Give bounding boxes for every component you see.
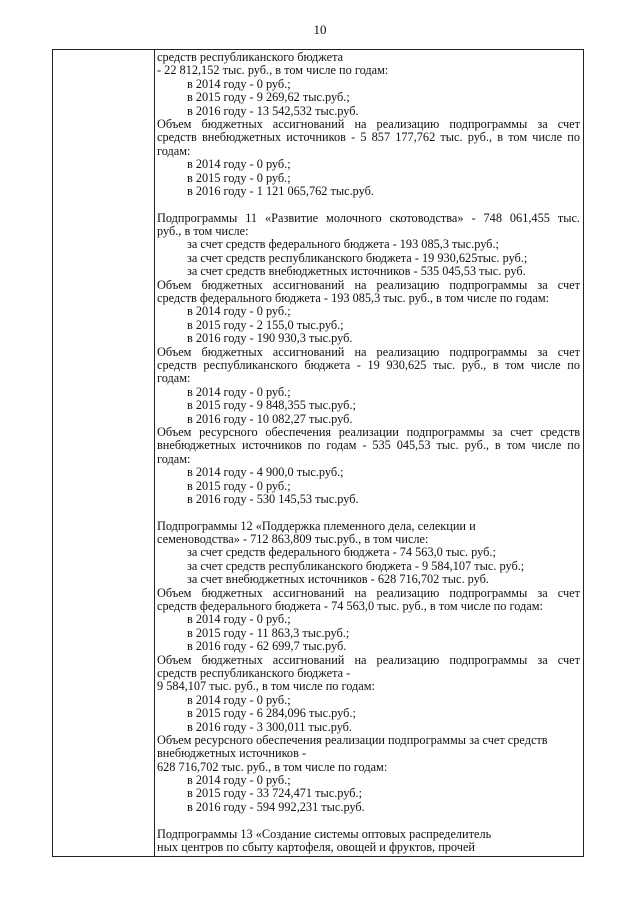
text-line: в 2015 году - 2 155,0 тыс.руб.; xyxy=(187,317,344,332)
text-line: Объем ресурсного обеспечения реализации подпрограммы за счет средств xyxy=(157,732,548,747)
text-line: в 2016 году - 594 992,231 тыс.руб. xyxy=(187,799,365,814)
text-line: Объем бюджетных ассигнований на реализацию подпрограммы за счет xyxy=(157,585,580,600)
table-content-cell xyxy=(157,51,580,856)
text-line: в 2015 году - 6 284,096 тыс.руб.; xyxy=(187,706,356,721)
text-line: за счет средств федерального бюджета - 74 563,0 тыс. руб.; xyxy=(187,545,496,560)
text-line: в 2014 году - 0 руб.; xyxy=(187,612,291,627)
paragraph-gap xyxy=(157,506,580,519)
text-line: в 2015 году - 0 руб.; xyxy=(187,478,291,493)
text-line: Подпрограммы 13 «Создание системы оптовых распределитель xyxy=(157,826,492,841)
text-line: в 2015 году - 9 848,355 тыс.руб.; xyxy=(187,398,356,413)
text-line: за счет средств внебюджетных источников - 535 045,53 тыс. руб. xyxy=(187,264,526,279)
text-line: средств республиканского бюджета - xyxy=(157,665,351,680)
text-line: средств федерального бюджета - 193 085,3 тыс. руб., в том числе по годам: xyxy=(157,291,550,306)
text-line: в 2014 году - 0 руб.; xyxy=(187,384,291,399)
text-line: в 2014 году - 0 руб.; xyxy=(187,76,291,91)
text-line: Объем бюджетных ассигнований на реализацию подпрограммы за счет xyxy=(157,344,580,359)
text-line: в 2015 году - 0 руб.; xyxy=(187,170,291,185)
text-line: в 2016 году - 190 930,3 тыс.руб. xyxy=(187,331,353,346)
text-line: средств внебюджетных источников - 5 857 177,762 тыс. руб., в том числе по xyxy=(157,130,580,145)
text-line: Объем бюджетных ассигнований на реализацию подпрограммы за счет xyxy=(157,277,580,292)
text-line: Объем бюджетных ассигнований на реализацию подпрограммы за счет xyxy=(157,116,580,131)
column-divider xyxy=(154,50,155,856)
text-block xyxy=(157,828,580,855)
text-line: в 2016 году - 3 300,011 тыс.руб. xyxy=(187,719,353,734)
text-block xyxy=(157,520,580,815)
text-line: семеноводства» - 712 863,809 тыс.руб., в том числе: xyxy=(157,532,429,547)
text-line: в 2016 году - 1 121 065,762 тыс.руб. xyxy=(187,183,374,198)
text-line: 9 584,107 тыс. руб., в том числе по годам: xyxy=(157,679,375,694)
text-line: Подпрограммы 12 «Поддержка племенного дела, селекции и xyxy=(157,518,476,533)
text-line: годам: xyxy=(157,143,191,158)
text-line: за счет средств федерального бюджета - 193 085,3 тыс.руб.; xyxy=(187,237,499,252)
text-block xyxy=(157,212,580,507)
text-line: внебюджетных источников - xyxy=(157,746,307,761)
text-block xyxy=(157,51,580,198)
text-line: в 2015 году - 9 269,62 тыс.руб.; xyxy=(187,90,350,105)
paragraph-gap xyxy=(157,814,580,827)
text-line: внебюджетных источников по годам - 535 045,53 тыс. руб., в том числе по xyxy=(157,438,580,453)
page-number: 10 xyxy=(313,22,327,37)
text-line: годам: xyxy=(157,371,191,386)
paragraph-gap xyxy=(157,198,580,211)
text-line: в 2015 году - 11 863,3 тыс.руб.; xyxy=(187,625,350,640)
text-line: в 2014 году - 4 900,0 тыс.руб.; xyxy=(187,465,344,480)
document-table xyxy=(52,49,584,857)
text-line: 628 716,702 тыс. руб., в том числе по годам: xyxy=(157,759,388,774)
text-line: в 2016 году - 62 699,7 тыс.руб. xyxy=(187,639,347,654)
text-line: руб., в том числе: xyxy=(157,224,249,239)
text-line: - 22 812,152 тыс. руб., в том числе по годам: xyxy=(157,63,389,78)
text-line: ных центров по сбыту картофеля, овощей и фруктов, прочей xyxy=(157,840,475,855)
text-line: в 2016 году - 10 082,27 тыс.руб. xyxy=(187,411,353,426)
text-line: за счет внебюджетных источников - 628 716,702 тыс. руб. xyxy=(187,572,489,587)
text-line: средств республиканского бюджета - 19 930,625 тыс. руб., в том числе по xyxy=(157,357,580,372)
text-line: Объем ресурсного обеспечения реализации подпрограммы за счет средств xyxy=(157,424,580,439)
text-line: средств республиканского бюджета xyxy=(157,51,344,64)
text-line: средств федерального бюджета - 74 563,0 тыс. руб., в том числе по годам: xyxy=(157,599,543,614)
text-line: в 2016 году - 530 145,53 тыс.руб. xyxy=(187,491,359,506)
text-line: в 2014 году - 0 руб.; xyxy=(187,692,291,707)
text-line: в 2016 году - 13 542,532 тыс.руб. xyxy=(187,103,359,118)
text-line: в 2014 году - 0 руб.; xyxy=(187,773,291,788)
text-line: в 2014 году - 0 руб.; xyxy=(187,157,291,172)
text-line: за счет средств республиканского бюджета - 9 584,107 тыс. руб.; xyxy=(187,558,525,573)
text-line: за счет средств республиканского бюджета - 19 930,625тыс. руб.; xyxy=(187,250,528,265)
text-line: Подпрограммы 11 «Развитие молочного скотоводства» - 748 061,455 тыс. xyxy=(157,210,580,225)
text-line: годам: xyxy=(157,451,191,466)
text-line: в 2014 году - 0 руб.; xyxy=(187,304,291,319)
text-line: Объем бюджетных ассигнований на реализацию подпрограммы за счет xyxy=(157,652,580,667)
text-line: в 2015 году - 33 724,471 тыс.руб.; xyxy=(187,786,363,801)
